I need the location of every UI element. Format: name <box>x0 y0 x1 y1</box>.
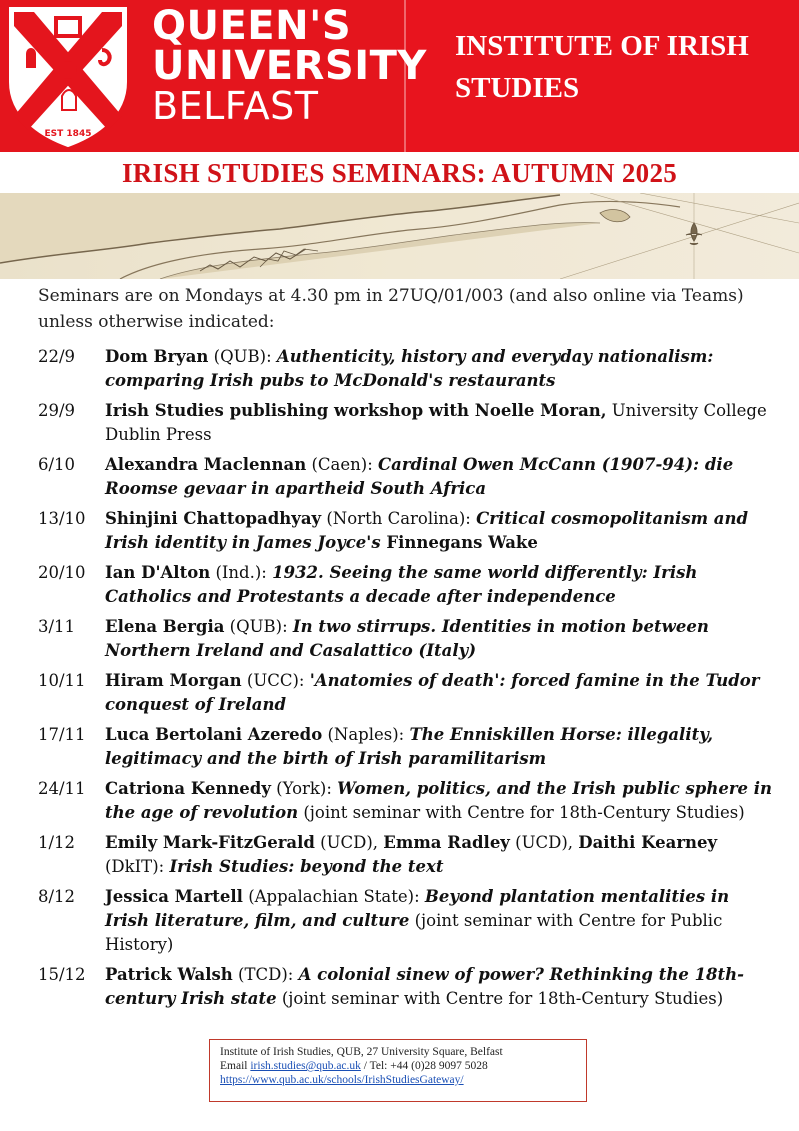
seminar-title: The Enniskillen Horse: illegality, legitimacy and the birth of Irish paramilitarism <box>105 725 713 768</box>
crest-date: EST 1845 <box>44 129 92 139</box>
seminar-list <box>38 345 778 1017</box>
seminar-date: 1/12 <box>38 833 76 852</box>
seminar-row <box>38 399 778 447</box>
seminar-date: 8/12 <box>38 887 76 906</box>
seminar-row <box>38 963 778 1011</box>
seminar-title: 1932. Seeing the same world differently: Irish Catholics and Protestants a decade after independence <box>105 563 698 606</box>
speaker-affiliation: (UCD), <box>314 833 384 852</box>
speaker-name-2: Emma Radley <box>383 833 510 852</box>
seminar-title: In two stirrups. Identities in motion between Northern Ireland and Casalattico (Italy) <box>105 617 709 660</box>
speaker-name-3: Daithi Kearney <box>578 833 718 852</box>
speaker-name: Ian D'Alton <box>105 563 211 582</box>
speaker-name: Luca Bertolani Azeredo <box>105 725 323 744</box>
institute-line1: INSTITUTE OF IRISH <box>455 30 749 62</box>
speaker-affiliation-2: (UCD), <box>509 833 579 852</box>
seminar-title: Women, politics, and the Irish public sphere in the age of revolution <box>105 779 773 822</box>
wordmark-line3: BELFAST <box>152 84 319 128</box>
institute-line2: STUDIES <box>455 72 580 104</box>
speaker-name: Irish Studies publishing workshop with Noelle Moran, <box>105 401 607 420</box>
speaker-affiliation: (QUB): <box>208 347 277 366</box>
seminar-date: 20/10 <box>38 563 86 582</box>
seminar-title: Critical cosmopolitanism and Irish identity in James Joyce's <box>105 509 749 552</box>
speaker-name: Catriona Kennedy <box>105 779 271 798</box>
seminar-title: Irish Studies: beyond the text <box>169 857 444 876</box>
seminar-date: 10/11 <box>38 671 86 690</box>
speaker-name: Emily Mark-FitzGerald <box>105 833 315 852</box>
speaker-affiliation: (QUB): <box>224 617 293 636</box>
seminar-date: 3/11 <box>38 617 76 636</box>
speaker-affiliation: University College Dublin Press <box>105 401 767 444</box>
seminar-row <box>38 885 778 957</box>
seminar-date: 17/11 <box>38 725 86 744</box>
speaker-affiliation: (North Carolina): <box>321 509 477 528</box>
seminar-date: 22/9 <box>38 347 76 366</box>
speaker-affiliation: (York): <box>270 779 338 798</box>
seminar-row <box>38 669 778 717</box>
footer-email-label: Email <box>220 1060 251 1072</box>
wordmark-line2: UNIVERSITY <box>152 43 427 89</box>
seminar-row <box>38 507 778 555</box>
seminar-date: 13/10 <box>38 509 86 528</box>
seminar-row <box>38 723 778 771</box>
speaker-affiliation-3: (DkIT): <box>105 857 170 876</box>
speaker-name: Shinjini Chattopadhyay <box>105 509 322 528</box>
speaker-name: Hiram Morgan <box>105 671 242 690</box>
contact-box <box>209 1039 587 1102</box>
speaker-affiliation: (Appalachian State): <box>242 887 425 906</box>
speaker-affiliation: (UCC): <box>241 671 310 690</box>
seminar-date: 6/10 <box>38 455 76 474</box>
seminar-note: (joint seminar with Centre for 18th-Century Studies) <box>298 803 745 822</box>
university-crest-logo <box>4 4 132 148</box>
seminar-row <box>38 561 778 609</box>
footer-contact-line <box>220 1059 576 1073</box>
seminar-note: (joint seminar with Centre for Public History) <box>105 911 723 954</box>
website-link[interactable]: https://www.qub.ac.uk/schools/IrishStudiesGateway/ <box>220 1074 464 1086</box>
speaker-affiliation: (Caen): <box>306 455 378 474</box>
speaker-affiliation: (Naples): <box>322 725 410 744</box>
speaker-name: Elena Bergia <box>105 617 225 636</box>
speaker-name: Dom Bryan <box>105 347 209 366</box>
speaker-affiliation: (TCD): <box>232 965 299 984</box>
institute-name <box>455 25 785 109</box>
seminar-title: Beyond plantation mentalities in Irish literature, film, and culture <box>105 887 730 930</box>
speaker-name: Patrick Walsh <box>105 965 233 984</box>
seminar-date: 24/11 <box>38 779 86 798</box>
intro-text: Seminars are on Mondays at 4.30 pm in 27UQ/01/003 (and also online via Teams) unless otherwise indicated: <box>38 286 744 332</box>
footer-address: Institute of Irish Studies, QUB, 27 University Square, Belfast <box>220 1046 503 1058</box>
seminar-row <box>38 453 778 501</box>
footer-tel: / Tel: +44 (0)28 9097 5028 <box>360 1060 488 1072</box>
wordmark-line1: QUEEN'S <box>152 3 352 49</box>
seminar-date: 29/9 <box>38 401 76 420</box>
page-title: IRISH STUDIES SEMINARS: AUTUMN 2025 <box>121 158 678 188</box>
speaker-name: Alexandra Maclennan <box>105 455 307 474</box>
seminar-date: 15/12 <box>38 965 86 984</box>
speaker-affiliation: (Ind.): <box>210 563 273 582</box>
seminar-title: 'Anatomies of death': forced famine in the Tudor conquest of Ireland <box>105 671 760 714</box>
email-link[interactable]: irish.studies@qub.ac.uk <box>250 1060 361 1072</box>
header-banner <box>0 0 799 152</box>
seminar-row <box>38 777 778 825</box>
seminar-title: Authenticity, history and everyday nationalism: comparing Irish pubs to McDonald's restaurants <box>105 347 714 390</box>
university-wordmark <box>152 3 427 128</box>
seminar-note: (joint seminar with Centre for 18th-Century Studies) <box>276 989 724 1008</box>
seminar-row <box>38 615 778 663</box>
seminar-row <box>38 831 778 879</box>
seminar-title-work: Finnegans Wake <box>380 533 538 552</box>
seminar-title: Cardinal Owen McCann (1907-94): die Roomse gevaar in apartheid South Africa <box>105 455 734 498</box>
seminar-title: A colonial sinew of power? Rethinking the 18th-century Irish state <box>105 965 745 1008</box>
historic-map-image <box>0 193 799 279</box>
seminar-row <box>38 345 778 393</box>
speaker-name: Jessica Martell <box>105 887 243 906</box>
